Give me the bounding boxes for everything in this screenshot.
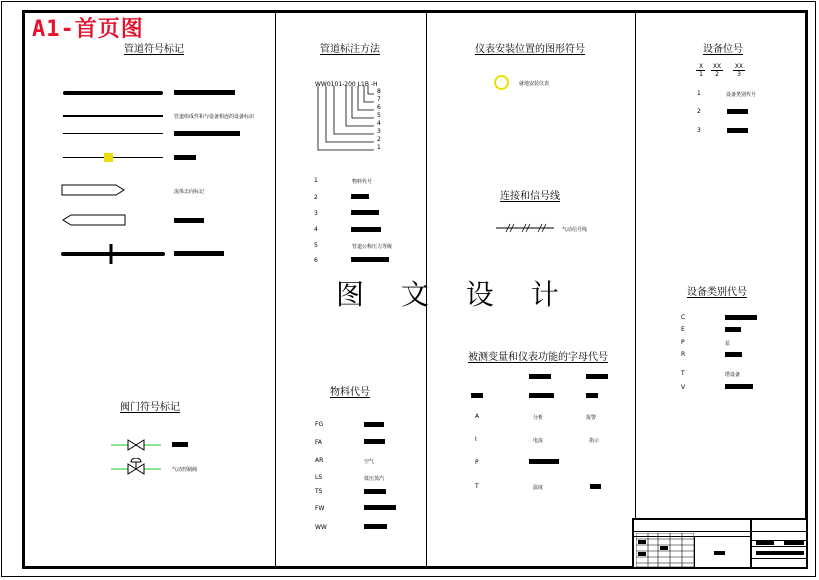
category-code: R — [681, 351, 686, 358]
category-code: T — [681, 370, 685, 377]
local-instrument-circle-icon — [494, 75, 509, 90]
redacted-label — [172, 442, 188, 447]
material-code: TS — [315, 488, 323, 495]
item-number: 4 — [314, 226, 318, 233]
item-number: 3 — [697, 127, 701, 134]
redacted-label — [174, 90, 235, 95]
title-block-row-line — [634, 531, 806, 532]
title-block-grid — [636, 533, 694, 567]
pipe-flow-arrow-left-icon — [61, 213, 127, 227]
pipe-label-code: WW0101-200 L1B -H — [315, 81, 378, 88]
fraction-top: XX — [712, 63, 722, 70]
pneumatic-control-valve-icon — [111, 458, 161, 476]
redacted-label — [174, 218, 204, 223]
column-header-redacted — [529, 374, 551, 379]
jacketed-pipe-symbol — [61, 242, 165, 266]
redacted-label — [364, 422, 384, 427]
digit: 2 — [377, 136, 381, 143]
redacted-label — [727, 128, 748, 133]
redacted-label — [725, 327, 741, 332]
category-code: P — [681, 339, 685, 346]
row-header-redacted — [586, 393, 598, 398]
yellow-marker-square — [104, 153, 113, 162]
item-number: 3 — [314, 210, 318, 217]
pipe-with-marker-symbol — [63, 157, 163, 158]
column-divider-1 — [275, 12, 276, 568]
fraction-top: XX — [734, 63, 744, 70]
material-code: AR — [315, 457, 324, 464]
redacted-label — [351, 257, 389, 262]
pipe-label-digit-column — [377, 88, 381, 152]
item-number: 2 — [697, 108, 701, 115]
material-code: FA — [315, 439, 323, 446]
column-divider-3 — [635, 12, 636, 518]
valve-label: 气动控制阀 — [172, 467, 198, 473]
item-number: 2 — [314, 194, 318, 201]
redacted-label — [174, 155, 196, 160]
variable-cell: 报警 — [586, 415, 597, 421]
material-codes-title: 物料代号 — [330, 387, 370, 398]
instrument-position-label: 就地安装仪表 — [519, 81, 550, 87]
variable-cell: 电流 — [533, 438, 544, 444]
variable-letter: P — [475, 459, 479, 466]
fraction-bottom: 2 — [715, 71, 719, 78]
instrument-position-title: 仪表安装位置的图形符号 — [475, 44, 585, 55]
watermark-text: 图 文 设 计 — [336, 278, 573, 311]
column-header-redacted — [586, 374, 608, 379]
redacted-label — [756, 541, 774, 545]
digit: 5 — [377, 112, 381, 119]
digit: 8 — [377, 88, 381, 95]
item-number: 1 — [697, 90, 701, 97]
fraction-bottom: 3 — [737, 71, 741, 78]
item-text: 物料代号 — [352, 179, 373, 185]
pipe-label-method-title: 管道标注方法 — [320, 44, 380, 55]
title-block-row-line — [752, 558, 806, 559]
digit: 1 — [377, 144, 381, 151]
redacted-label — [784, 541, 804, 545]
digit: 6 — [377, 104, 381, 111]
pipe-symbols-title: 管道符号标记 — [124, 44, 184, 55]
gate-valve-icon — [111, 438, 161, 452]
variable-letter: I — [475, 436, 477, 443]
thin-pipe-symbol — [63, 133, 163, 134]
connection-signal-label: 气动信号线 — [562, 227, 588, 233]
title-block-row-line — [752, 546, 806, 547]
pneumatic-signal-line-icon — [496, 222, 554, 234]
redacted-label — [714, 551, 725, 555]
redacted-label — [727, 109, 748, 114]
material-code: LS — [315, 474, 323, 481]
fraction-top: X — [698, 63, 704, 70]
redacted-label — [725, 315, 757, 320]
digit: 7 — [377, 96, 381, 103]
redacted-label — [725, 384, 753, 389]
redacted-label — [174, 131, 240, 136]
redacted-label — [590, 484, 601, 489]
category-code: E — [681, 326, 685, 333]
variable-cell: 指示 — [589, 438, 600, 444]
variable-letter: A — [475, 413, 480, 420]
item-text: 设备类别代号 — [726, 92, 757, 98]
title-block — [632, 518, 808, 569]
connection-signal-title: 连接和信号线 — [500, 191, 560, 202]
redacted-label — [364, 489, 386, 494]
row-header-redacted — [529, 393, 554, 398]
pipe-symbol-note: 管道组成件和与设备相连的设备标识 — [174, 114, 255, 120]
pipe-flow-arrow-right-icon — [61, 183, 127, 197]
material-code: WW — [315, 524, 327, 531]
digit: 3 — [377, 128, 381, 135]
redacted-label — [364, 505, 396, 510]
measured-variable-title: 被测变量和仪表功能的字母代号 — [468, 352, 608, 363]
redacted-label — [364, 439, 385, 444]
title-block-col-line — [694, 536, 695, 567]
variable-letter: T — [475, 483, 479, 490]
page-title: A1-首页图 — [32, 17, 144, 42]
variable-cell: 温度 — [533, 485, 544, 491]
variable-cell: 分析 — [533, 415, 544, 421]
pipe-label-leader-lines — [312, 86, 382, 156]
category-text: 塔设备 — [725, 372, 741, 378]
auxiliary-pipe-symbol — [63, 115, 163, 117]
material-code: FW — [315, 505, 325, 512]
material-text: 低压蒸汽 — [364, 476, 385, 482]
item-number: 6 — [314, 257, 318, 264]
equipment-category-title: 设备类别代号 — [687, 287, 747, 298]
material-text: 空气 — [364, 459, 375, 465]
item-text: 管道公称压力等级 — [352, 244, 393, 250]
fraction-bottom: 1 — [699, 71, 703, 78]
redacted-label — [351, 227, 381, 232]
redacted-label — [174, 251, 224, 256]
category-text: 泵 — [725, 341, 731, 347]
category-code: C — [681, 314, 686, 321]
redacted-label — [725, 352, 742, 357]
title-block-divider — [750, 520, 752, 567]
equipment-number-title: 设备位号 — [703, 44, 743, 55]
main-process-pipe-symbol — [63, 91, 163, 95]
redacted-label — [351, 210, 379, 215]
redacted-label — [529, 459, 559, 464]
row-header-redacted — [471, 393, 483, 398]
item-number: 5 — [314, 242, 318, 249]
redacted-label — [756, 551, 804, 555]
redacted-label — [364, 524, 387, 529]
digit: 4 — [377, 120, 381, 127]
flow-arrow-label: 流体去向标记 — [174, 189, 205, 195]
category-code: V — [681, 384, 686, 391]
item-number: 1 — [314, 177, 318, 184]
redacted-label — [351, 194, 369, 199]
valve-symbols-title: 阀门符号标记 — [120, 402, 180, 413]
material-code: FG — [315, 421, 324, 428]
